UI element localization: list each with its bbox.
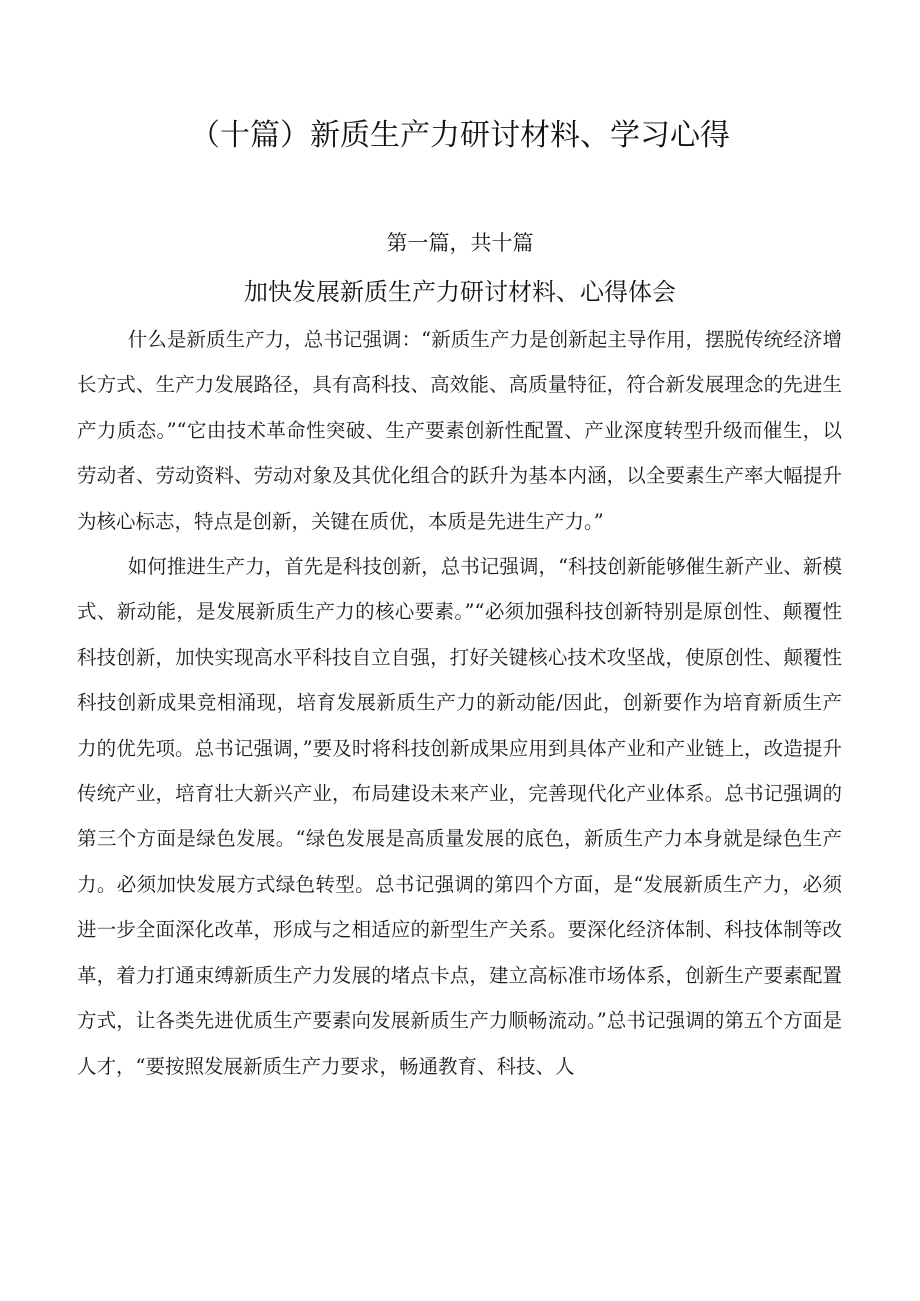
part-title: 加快发展新质生产力研讨材料、心得体会 <box>244 278 676 306</box>
paragraph-2: 如何推进生产力，首先是科技创新，总书记强调，“科技创新能够催生新产业、新模式、新动能，是发展新质生产力的核心要素。”“必须加强科技创新特别是原创性、颠覆性科技创新，加快实现高水平科技自立自强，打好关键核心技术攻坚战，使原创性、颠覆性科技创新成果竞相涌现，培育发展新质生产力的新动能/因此，创新要作为培育新质生产力的优先项。总书记强调，”要及时将科技创新成果应用到具体产业和产业链上，改造提升传统产业，培育壮大新兴产业，布局建设未来产业，完善现代化产业体系。总书记强调的第三个方面是绿色发展。“绿色发展是高质量发展的底色，新质生产力本身就是绿色生产力。必须加快发展方式绿色转型。总书记强调的第四个方面，是“发展新质生产力，必须进一步全面深化改革，形成与之相适应的新型生产关系。要深化经济体制、科技体制等改革，着力打通束缚新质生产力发展的堵点卡点，建立高标准市场体系，创新生产要素配置方式，让各类先进优质生产要素向发展新质生产力顺畅流动。”总书记强调的第五个方面是人才，“要按照发展新质生产力要求，畅通教育、科技、人 <box>77 555 842 1078</box>
part-label: 第一篇，共十篇 <box>386 231 534 255</box>
document-body <box>77 317 842 1089</box>
document-title: （十篇）新质生产力研讨材料、学习心得 <box>190 118 730 153</box>
paragraph-1: 什么是新质生产力，总书记强调：“新质生产力是创新起主导作用，摆脱传统经济增长方式、生产力发展路径，具有高科技、高效能、高质量特征，符合新发展理念的先进生产力质态。”“它由技术革命性突破、生产要素创新性配置、产业深度转型升级而催生，以劳动者、劳动资料、劳动对象及其优化组合的跃升为基本内涵，以全要素生产率大幅提升为核心标志，特点是创新，关键在质优，本质是先进生产力。” <box>77 328 842 533</box>
